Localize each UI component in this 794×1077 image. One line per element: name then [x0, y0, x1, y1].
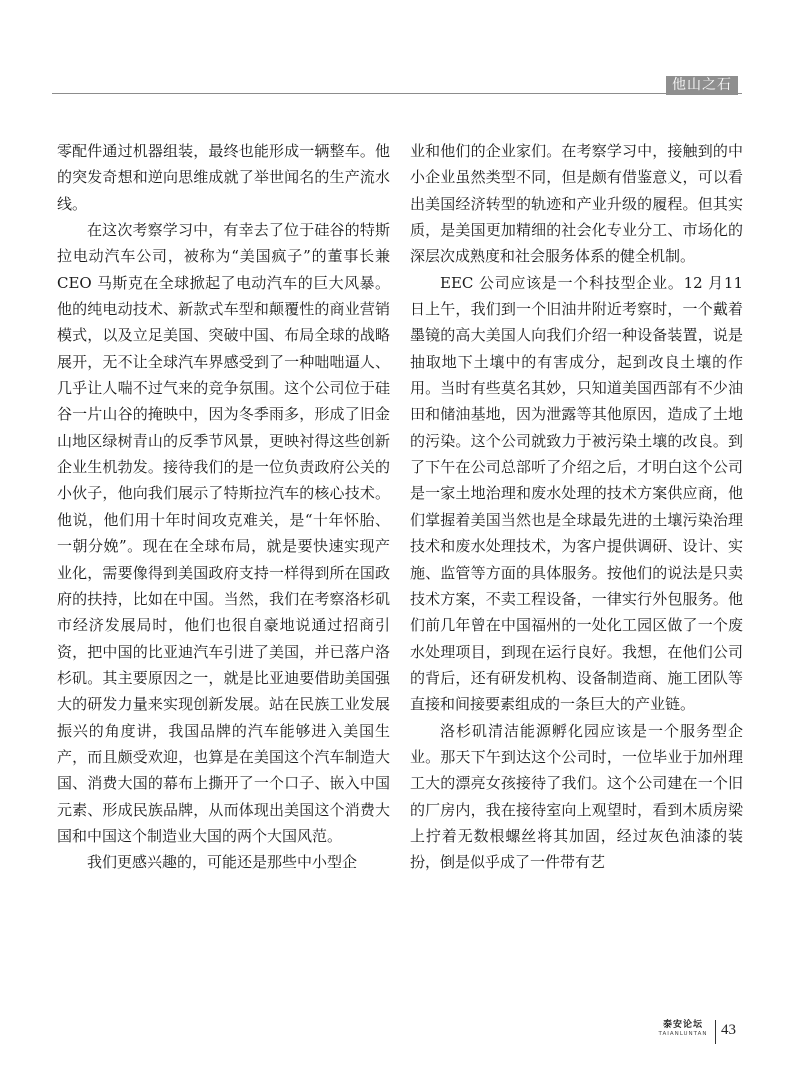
paragraph: 在这次考察学习中，有幸去了位于硅谷的特斯拉电动汽车公司，被称为“美国疯子”的董事长兼 CEO 马斯克在全球掀起了电动汽车的巨大风暴。他的纯电动技术、新款式车型和颠覆性的商业营销模式，以及立足美国、突破中国、布局全球的战略展开，无不让全球汽车界感受到了一种咄咄逼人、几乎让人喘不过气来的竞争氛围。这个公司位于硅谷一片山谷的掩映中，因为冬季雨多，形成了旧金山地区绿树青山的反季节风景，更映衬得这些创新企业生机勃发。接待我们的是一位负责政府公关的小伙子，他向我们展示了特斯拉汽车的核心技术。他说，他们用十年时间攻克难关，是“十年怀胎、一朝分娩”。现在在全球布局，就是要快速实现产业化，需要像得到美国政府支持一样得到所在国政府的扶持，比如在中国。当然，我们在考察洛杉矶市经济发展局时，他们也很自豪地说通过招商引资，把中国的比亚迪汽车引进了美国，并已落户洛杉矶。其主要原因之一，就是比亚迪要借助美国强大的研发力量来实现创新发展。站在民族工业发展振兴的角度讲，我国品牌的汽车能够进入美国生产，而且颇受欢迎，也算是在美国这个汽车制造大国、消费大国的幕布上撕开了一个口子、嵌入中国元素、形成民族品牌，从而体现出美国这个消费大国和中国这个制造业大国的两个大国风范。 [57, 221, 390, 845]
right-text-column [410, 138, 743, 876]
paragraph: EEC 公司应该是一个科技型企业。12 月11 日上午，我们到一个旧油井附近考察时，一个戴着墨镜的高大美国人向我们介绍一种设备装置，说是抽取地下土壤中的有害成分，起到改良土壤的作用。当时有些莫名其妙，只知道美国西部有不少油田和储油基地，因为泄露等其他原因，造成了土地的污染。这个公司就致力于被污染土壤的改良。到了下午在公司总部听了介绍之后，才明白这个公司是一家土地治理和废水处理的技术方案供应商，他们掌握着美国当然也是全球最先进的土壤污染治理技术和废水处理技术，为客户提供调研、设计、实施、监管等方面的具体服务。按他们的说法是只卖技术方案，不卖工程设备，一律实行外包服务。他们前几年曾在中国福州的一处化工园区做了一个废水处理项目，到现在运行良好。我想，在他们公司的背后，还有研发机构、设备制造商、施工团队等直接和间接要素组成的一条巨大的产业链。 [410, 273, 743, 714]
page-number: 43 [721, 1022, 736, 1038]
section-title-tab: 他山之石 [666, 76, 738, 95]
paragraph: 零配件通过机器组装，最终也能形成一辆整车。他的突发奇想和逆向思维成就了举世闻名的生产流水线。 [57, 142, 390, 213]
journal-logo-latin: TAIANLUNTAN [658, 1031, 708, 1037]
header-rule [52, 93, 742, 94]
footer-divider [715, 1020, 716, 1044]
paragraph: 业和他们的企业家们。在考察学习中，接触到的中小企业虽然类型不同，但是颇有借鉴意义，可以看出美国经济转型的轨迹和产业升级的履程。但其实质，是美国更加精细的社会化专业分工、市场化的深层次成熟度和社会服务体系的健全机制。 [410, 142, 743, 266]
paragraph: 我们更感兴趣的，可能还是那些中小型企 [87, 853, 358, 872]
paragraph: 洛杉矶清洁能源孵化园应该是一个服务型企业。那天下午到达这个公司时，一位毕业于加州理工大的漂亮女孩接待了我们。这个公司建在一个旧的厂房内，我在接待室向上观望时，看到木质房梁上拧着无数根螺丝将其加固，经过灰色油漆的装扮，倒是似乎成了一件带有艺 [410, 721, 743, 872]
journal-logo-name: 泰安论坛 [662, 1020, 703, 1030]
left-text-column [57, 138, 390, 876]
